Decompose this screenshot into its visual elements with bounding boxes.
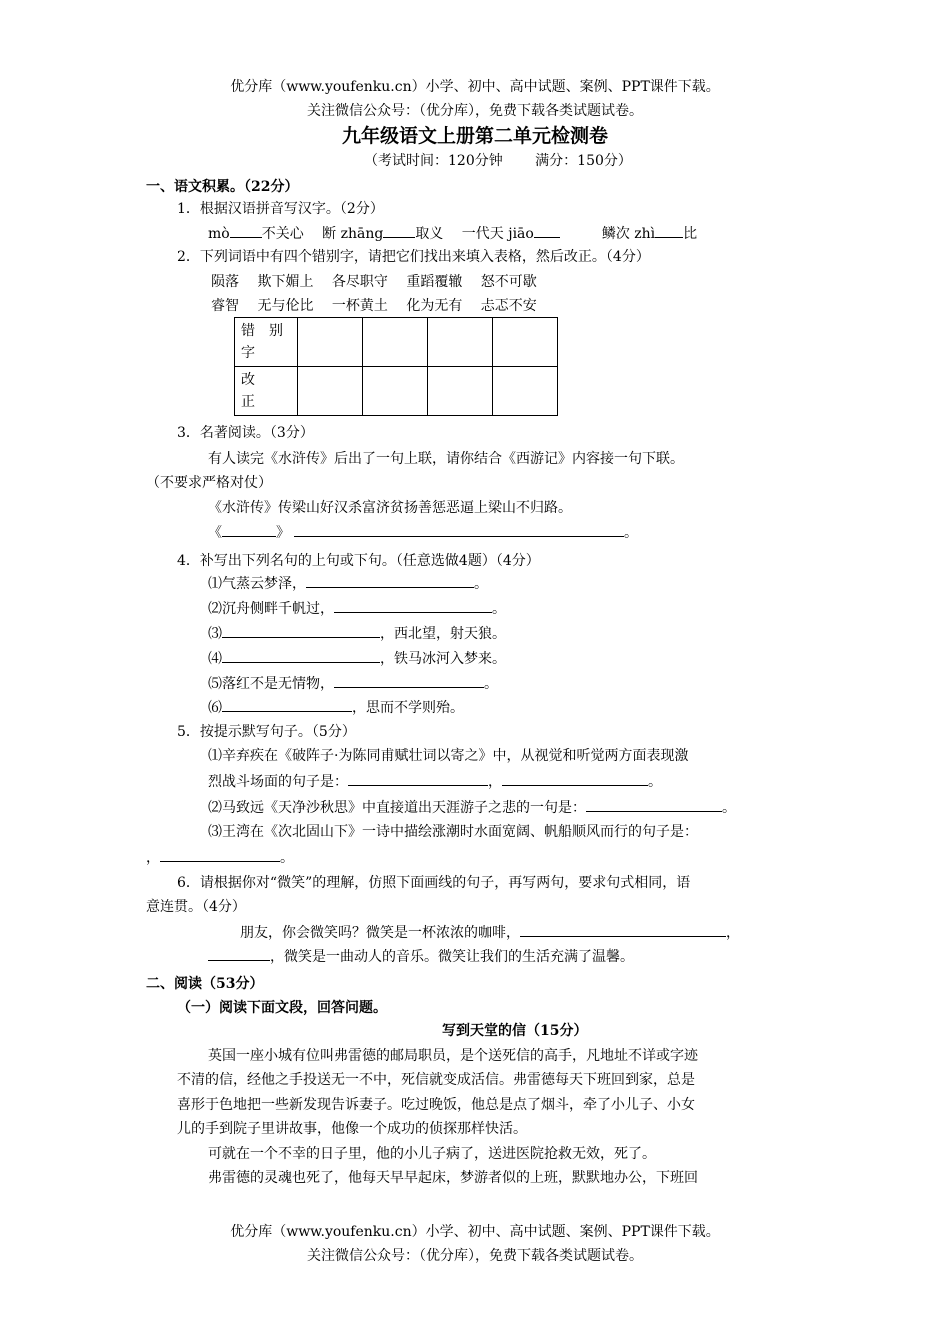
article-p2: 可就在一个不幸的日子里，他的小儿子病了，送进医院抢救无效，死了。 [208, 1146, 656, 1162]
q4-item-3-num: ⑶ [208, 626, 222, 642]
q2-answer-table [234, 317, 558, 416]
q1-pinyin-1: mò [208, 226, 230, 242]
q4-item-4 [208, 648, 506, 669]
q1-blank-2[interactable] [383, 223, 415, 238]
q4-item-5-text: ⑸落红不是无情物， [208, 676, 334, 692]
table-cell[interactable] [493, 367, 558, 416]
q1-blank-3[interactable] [534, 223, 560, 238]
q2-words-row-1: 陨落 欺下媚上 各尽职守 重蹈覆辙 怒不可歇 [211, 274, 537, 290]
q3-desc-1: 有人读完《水浒传》后出了一句上联，请你结合《西游记》内容接一句下联。 [208, 451, 684, 467]
q3-lower-couplet [208, 522, 638, 543]
header-line-1: 优分库（www.youfenku.cn）小学、初中、高中试题、案例、PPT课件下载。 [230, 79, 720, 95]
q4-period: 。 [474, 576, 488, 592]
article-p3: 弗雷德的灵魂也死了，他每天早早起床，梦游者似的上班，默默地办公，下班回 [208, 1170, 698, 1186]
q1-pinyin-line [208, 223, 697, 244]
q5-c-line-1: ⑶王湾在《次北固山下》一诗中描绘涨潮时水面宽阔、帆船顺风而行的句子是： [208, 824, 698, 840]
q4-blank-3[interactable] [222, 623, 380, 638]
table-cell[interactable] [298, 367, 363, 416]
table-label-correct: 改 正 [235, 367, 298, 416]
q4-blank-5[interactable] [334, 673, 484, 688]
q4-item-4-num: ⑷ [208, 651, 222, 667]
q1-text-1: 不关心 断 zhāng [261, 226, 384, 242]
q6-sentence-2 [208, 946, 634, 967]
article-title: 写到天堂的信（15分） [442, 1023, 588, 1039]
q4-item-4-text: ，铁马冰河入梦来。 [380, 651, 506, 667]
q5-c-line-2 [146, 847, 294, 868]
q1-prompt: 1．根据汉语拼音写汉字。（2分） [177, 201, 384, 217]
article-p1-line-3: 喜形于色地把一些新发现告诉妻子。吃过晚饭，他总是点了烟斗，牵了小儿子、小女 [177, 1097, 695, 1113]
q4-prompt: 4．补写出下列名句的上句或下句。（任意选做4题）（4分） [177, 553, 540, 569]
article-p1-line-4: 儿的手到院子里讲故事，他像一个成功的侦探那样快活。 [177, 1121, 527, 1137]
table-cell[interactable] [493, 318, 558, 367]
q3-bracket-open: 《 [208, 525, 222, 541]
exam-info: （考试时间：120分钟 满分：150分） [364, 153, 632, 169]
section-1-heading: 一、语文积累。（22分） [146, 179, 299, 195]
footer-line-1: 优分库（www.youfenku.cn）小学、初中、高中试题、案例、PPT课件下载。 [230, 1224, 720, 1240]
q3-book-blank[interactable] [222, 522, 276, 537]
q4-blank-1[interactable] [306, 573, 474, 588]
q4-item-3-text: ，西北望，射天狼。 [380, 626, 506, 642]
header-line-2: 关注微信公众号：（优分库），免费下载各类试题试卷。 [307, 103, 643, 119]
q5-prompt: 5．按提示默写句子。（5分） [177, 724, 356, 740]
q5-a-line-2 [208, 771, 662, 792]
table-cell[interactable] [363, 318, 428, 367]
q4-item-5 [208, 673, 498, 694]
q6-s2-text: ，微笑是一曲动人的音乐。微笑让我们的生活充满了温馨。 [270, 949, 634, 965]
table-cell[interactable] [298, 318, 363, 367]
q1-text-3: 鳞次 zhì [601, 226, 656, 242]
q5-c-blank[interactable] [160, 847, 280, 862]
q3-answer-blank[interactable] [294, 522, 624, 537]
q5-comma: ， [488, 774, 502, 790]
q4-period: 。 [492, 601, 506, 617]
article-p1-line-1: 英国一座小城有位叫弗雷德的邮局职员，是个送死信的高手，凡地址不详或字迹 [208, 1048, 698, 1064]
q5-b-line [208, 797, 736, 818]
q4-blank-4[interactable] [222, 648, 380, 663]
q1-blank-4[interactable] [655, 223, 683, 238]
q1-blank-1[interactable] [230, 223, 262, 238]
q6-blank-2[interactable] [208, 946, 270, 961]
q1-text-2: 取义 一代天 jiāo [415, 226, 534, 242]
q4-item-1-text: ⑴气蒸云梦泽， [208, 576, 306, 592]
q5-a-blank-2[interactable] [502, 771, 648, 786]
footer-line-2: 关注微信公众号：（优分库），免费下载各类试题试卷。 [307, 1248, 643, 1264]
q4-item-6 [208, 697, 464, 718]
q6-prompt-2: 意连贯。（4分） [146, 899, 246, 915]
q5-a-blank-1[interactable] [348, 771, 488, 786]
q6-sentence-1 [240, 922, 740, 943]
table-row [235, 367, 558, 416]
page-title: 九年级语文上册第二单元检测卷 [341, 125, 608, 147]
q2-prompt: 2．下列词语中有四个错别字，请把它们找出来填入表格，然后改正。（4分） [177, 249, 650, 265]
q3-period: 。 [624, 525, 638, 541]
q5-period: 。 [280, 850, 294, 866]
article-p1-line-2: 不清的信，经他之手投送无一不中，死信就变成活信。弗雷德每天下班回到家，总是 [177, 1072, 695, 1088]
q5-period: 。 [722, 800, 736, 816]
q6-blank-1[interactable] [520, 922, 726, 937]
q4-blank-6[interactable] [222, 697, 352, 712]
q5-b-blank[interactable] [586, 797, 722, 812]
q4-item-6-num: ⑹ [208, 700, 222, 716]
q4-item-1 [208, 573, 488, 594]
q5-b-text: ⑵马致远《天净沙秋思》中直接道出天涯游子之悲的一句是： [208, 800, 586, 816]
q6-comma: ， [726, 925, 740, 941]
q3-bracket-close: 》 [276, 525, 290, 541]
q3-desc-2: （不要求严格对仗） [146, 475, 272, 491]
q4-item-2 [208, 598, 506, 619]
q6-s1-text: 朋友，你会微笑吗？微笑是一杯浓浓的咖啡， [240, 925, 520, 941]
section-2-heading: 二、阅读（53分） [146, 976, 264, 992]
q4-period: 。 [484, 676, 498, 692]
q5-period: 。 [648, 774, 662, 790]
table-label-wrong: 错 别字 [235, 318, 298, 367]
q1-text-4: 比 [683, 226, 698, 242]
table-cell[interactable] [428, 318, 493, 367]
q5-a-text: 烈战斗场面的句子是： [208, 774, 348, 790]
q4-blank-2[interactable] [334, 598, 492, 613]
q3-prompt: 3．名著阅读。（3分） [177, 425, 314, 441]
q5-c-comma: ， [146, 850, 160, 866]
section-2-subheading: （一）阅读下面文段，回答问题。 [177, 1000, 387, 1016]
table-cell[interactable] [428, 367, 493, 416]
q2-words-row-2: 睿智 无与伦比 一杯黄土 化为无有 忐忑不安 [211, 298, 537, 314]
table-row [235, 318, 558, 367]
table-cell[interactable] [363, 367, 428, 416]
q4-item-6-text: ，思而不学则殆。 [352, 700, 464, 716]
q3-upper-couplet: 《水浒传》传梁山好汉杀富济贫扬善惩恶逼上梁山不归路。 [208, 500, 572, 516]
q6-prompt-1: 6．请根据你对“微笑”的理解，仿照下面画线的句子，再写两句，要求句式相同，语 [177, 875, 691, 891]
q5-a-line-1: ⑴辛弃疾在《破阵子·为陈同甫赋壮词以寄之》中，从视觉和听觉两方面表现激 [208, 748, 689, 764]
q4-item-2-text: ⑵沉舟侧畔千帆过， [208, 601, 334, 617]
q4-item-3 [208, 623, 506, 644]
